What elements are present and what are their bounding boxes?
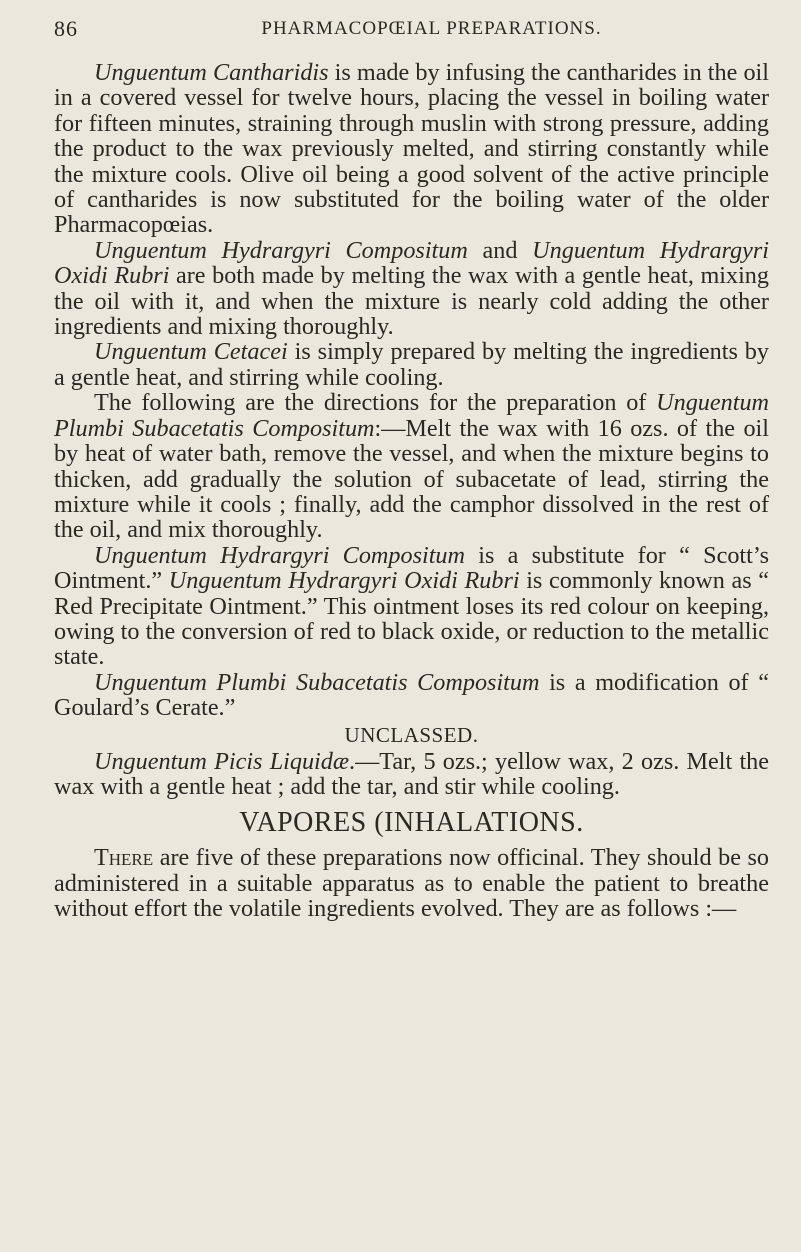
paragraph-picis-liquidae — [54, 749, 769, 800]
paragraph-intro: The following are the directions for the preparation of — [94, 389, 657, 417]
paragraph-hydrargyri-compositum — [54, 238, 769, 340]
term-picis-liquidae: Unguentum Picis Liquidæ — [94, 747, 350, 775]
page-number: 86 — [54, 16, 78, 41]
term-hydrargyri-oxidi-rubri: Unguentum Hydrargyri Oxidi Rubri — [54, 236, 770, 290]
paragraph-goulards-cerate — [54, 670, 769, 721]
paragraph-unguentum-cetacei — [54, 339, 769, 390]
running-header — [54, 14, 769, 60]
paragraph-text: :—Melt the wax with 16 ozs. of the oil by heat of water bath, remove the vessel, and when the mixture begins to thicken, add gradually the solution of subacetate of lead, stirring the mixture while it cools ; finally, add the camphor dissolved in the rest of the oil, and mix thoroughly. — [54, 414, 769, 544]
paragraph-vapores — [54, 845, 769, 921]
paragraph-lead-word: There — [94, 844, 154, 872]
body-text — [54, 60, 769, 922]
term-hydrargyri-compositum: Unguentum Hydrargyri Compositum — [94, 236, 468, 264]
paragraph-text: is commonly known as “ Red Precipitate Ointment.” This ointment loses its red colour on keeping, owing to the conversion of red to black oxide, or reduction to the metallic state. — [54, 567, 769, 671]
paragraph-text: is simply prepared by melting the ingredients by a gentle heat, and stirring while cooling. — [54, 338, 769, 391]
paragraph-plumbi-directions — [54, 390, 769, 542]
paragraph-unguentum-cantharidis — [54, 60, 769, 238]
running-title: PHARMACOPŒIAL PREPARATIONS. — [261, 18, 602, 39]
term-hydrargyri-oxidi-rubri: Unguentum Hydrargyri Oxidi Rubri — [168, 567, 520, 595]
term-plumbi-subacetatis-compositum: Unguentum Plumbi Subacetatis Compositum — [54, 389, 769, 442]
vapores-heading: VAPORES (INHALATIONS. — [239, 807, 584, 839]
term-hydrargyri-compositum: Unguentum Hydrargyri Compositum — [94, 541, 465, 569]
term-plumbi-subacetatis-compositum: Unguentum Plumbi Subacetatis Compositum — [94, 668, 540, 696]
conjunction: and — [467, 236, 533, 264]
unclassed-label: UNCLASSED. — [344, 722, 479, 747]
paragraph-text: is made by infusing the cantharides in the oil in a covered vessel for twelve hours, placing the vessel in boiling water for fifteen minutes, straining through muslin with strong pressure, adding the product to the wax previously melted, and stirring constantly while the mixture cools. Olive oil being a good solvent of the active principle of cantharides is now substituted for the boiling water of the older Pharmacopœias. — [54, 59, 769, 239]
paragraph-text: is a substitute for “ Scott’s Ointment.” — [54, 541, 769, 595]
paragraph-text: is a modification of “ Goulard’s Cerate.” — [54, 668, 769, 722]
paragraph-text: are five of these preparations now officinal. They should be so administered in a suitable apparatus as to enable the patient to breathe without effort the volatile ingredients evolved. They are as follows :— — [54, 844, 769, 923]
paragraph-text: are both made by melting the wax with a gentle heat, mixing the oil with it, and when the mixture is nearly cold adding the other ingredients and mixing thoroughly. — [54, 262, 769, 341]
paragraph-scotts-ointment — [54, 543, 769, 670]
term-unguentum-cantharidis: Unguentum Cantharidis — [94, 59, 329, 86]
term-unguentum-cetacei: Unguentum Cetacei — [94, 338, 288, 366]
paragraph-text: .—Tar, 5 ozs.; yellow wax, 2 ozs. Melt the wax with a gentle heat ; add the tar, and stir while cooling. — [54, 747, 769, 800]
